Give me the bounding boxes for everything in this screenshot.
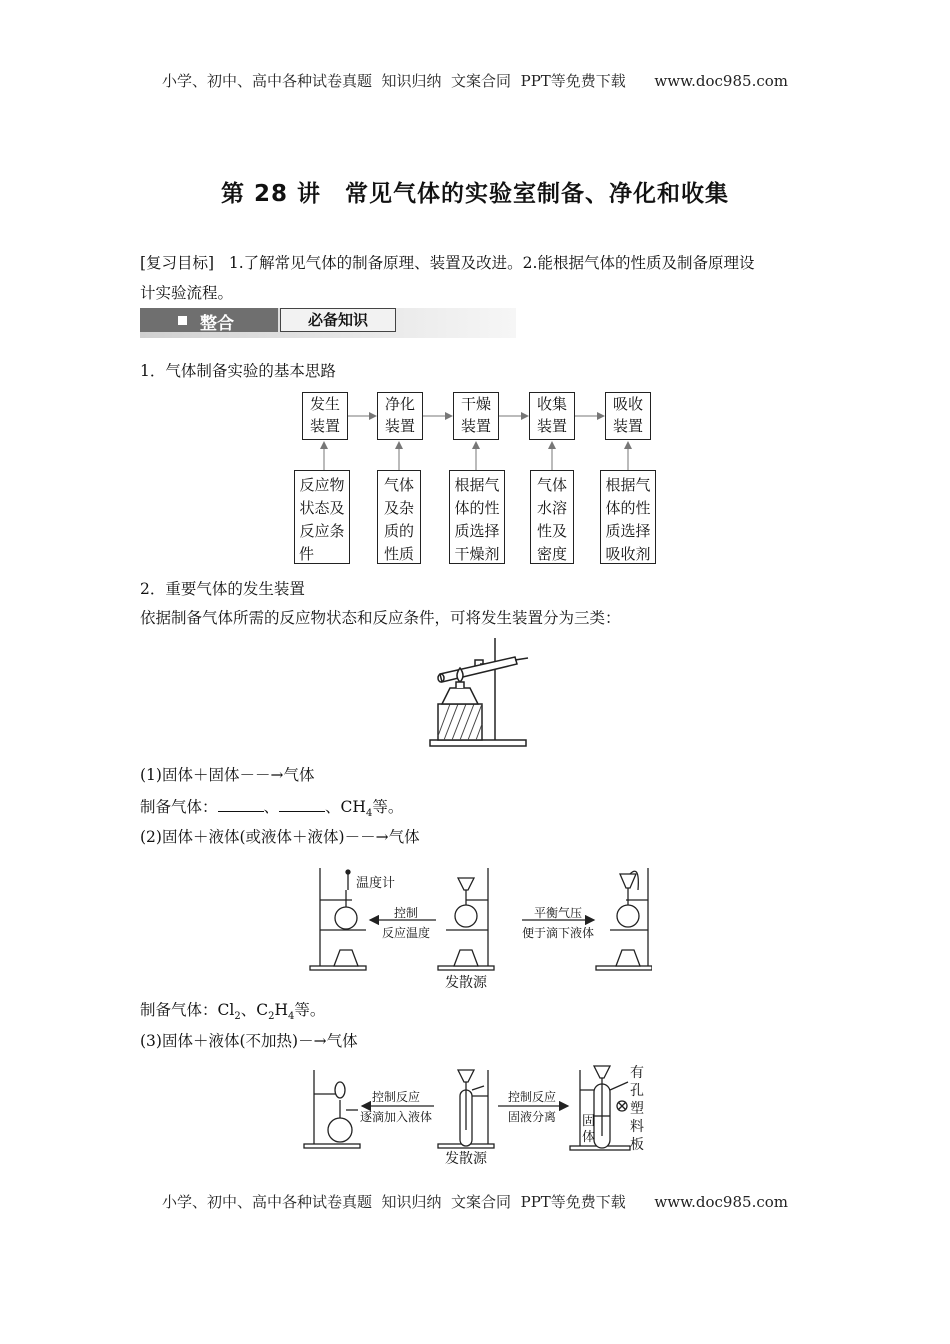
- solid-label: 固 体: [582, 1114, 596, 1145]
- type3-line: (3)固体＋液体(不加热)－→气体: [140, 1032, 358, 1050]
- flow-note-purify: 气体 及杂 质的 性质: [377, 470, 421, 564]
- fig3-arrow1-bottom: 逐滴加入液体: [359, 1110, 432, 1124]
- fig3-arrow1-top: 控制反应: [371, 1090, 420, 1104]
- flow-note-absorb: 根据气 体的性 质选择 吸收剂: [600, 470, 656, 564]
- arrow-icon: －→: [298, 1032, 327, 1050]
- flow-box-absorb: 吸收 装置: [605, 392, 651, 440]
- flow-note-dry: 根据气 体的性 质选择 干燥剂: [449, 470, 505, 564]
- flow-note-collect: 气体 水溶 性及 密度: [530, 470, 574, 564]
- arrow-icon: －－→: [344, 828, 389, 846]
- goals-label: [复习目标]: [140, 254, 215, 272]
- type2-figure: [306, 860, 652, 992]
- solid-solid-apparatus-figure: [420, 632, 540, 752]
- type3-figure: [300, 1060, 650, 1168]
- fig2-arrow2-bottom: 便于滴下液体: [521, 926, 594, 940]
- fig2-arrow1-bottom: 反应温度: [381, 926, 430, 940]
- goals-line1: 1.了解常见气体的制备原理、装置及改进。2.能根据气体的性质及制备原理设: [228, 254, 755, 272]
- answer-blank-2[interactable]: [279, 797, 325, 812]
- type2-gases: 制备气体：$Cl_2$、$C_2H_4$等。: [140, 1001, 326, 1023]
- section1-heading: 1．气体制备实验的基本思路: [140, 362, 336, 380]
- type1-gases: 制备气体： 、 、$CH_4$等。: [140, 798, 404, 820]
- type1-line: (1)固体＋固体－－→气体: [140, 766, 315, 784]
- section2-intro: 依据制备气体所需的反应物状态和反应条件，可将发生装置分为三类：: [140, 609, 621, 627]
- flow-diagram: [0, 0, 950, 580]
- page-footer: 小学、初中、高中各种试卷真题 知识归纳 文案合同 PPT等免费下载 www.doc985.com: [161, 1193, 788, 1211]
- fig2-arrow1-top: 控制: [393, 906, 418, 920]
- flow-note-generate: 反应物 状态及 反应条 件: [294, 470, 350, 564]
- fig3-arrow2-top: 控制反应: [507, 1090, 556, 1104]
- page-header: 小学、初中、高中各种试卷真题 知识归纳 文案合同 PPT等免费下载 www.doc985.com: [161, 72, 788, 90]
- arrow-icon: －－→: [239, 766, 284, 784]
- banner-part2: 必备知识: [280, 308, 396, 332]
- fig3-arrow2-bottom: 固液分离: [507, 1110, 556, 1124]
- goals-line2: 计实验流程。: [140, 284, 234, 302]
- perforated-plate-label: 有 孔 塑 料 板: [630, 1065, 644, 1153]
- fig3-caption: 发散源: [445, 1151, 487, 1167]
- flow-box-collect: 收集 装置: [529, 392, 575, 440]
- fig2-arrow2-top: 平衡气压: [533, 906, 582, 920]
- flow-box-purify: 净化 装置: [377, 392, 423, 440]
- flow-box-dry: 干燥 装置: [453, 392, 499, 440]
- thermometer-label: 温度计: [356, 876, 396, 891]
- answer-blank-1[interactable]: [218, 797, 264, 812]
- section2-heading: 2．重要气体的发生装置: [140, 580, 305, 598]
- banner-part1: 整合: [200, 314, 234, 334]
- fig2-caption: 发散源: [445, 975, 487, 991]
- flow-box-generate: 发生 装置: [302, 392, 348, 440]
- page-title: 第 28 讲 常见气体的实验室制备、净化和收集: [220, 181, 730, 207]
- type2-line: (2)固体＋液体(或液体＋液体)－－→气体: [140, 828, 420, 846]
